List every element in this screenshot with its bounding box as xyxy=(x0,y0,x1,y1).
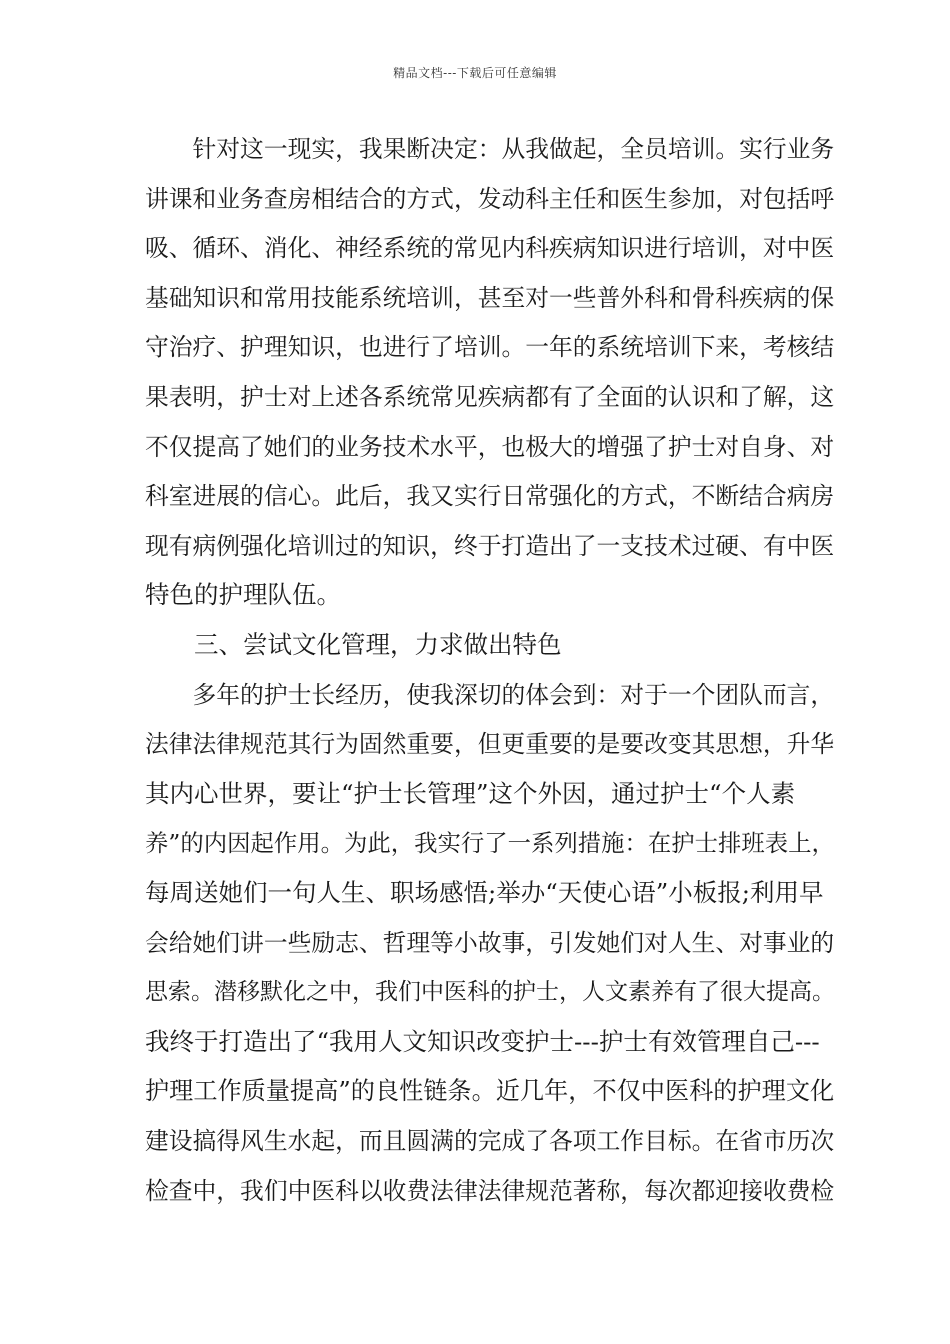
text-line: 其内心世界，要让“护士长管理”这个外因，通过护士“个人素 xyxy=(145,778,796,808)
text-line: 讲课和业务查房相结合的方式，发动科主任和医生参加，对包括呼 xyxy=(145,184,835,213)
text-line: 多年的护士长经历，使我深切的体会到：对于一个团队而言， xyxy=(145,680,835,709)
text-line: 守治疗、护理知识，也进行了培训。一年的系统培训下来，考核结 xyxy=(145,333,835,362)
text-line: 三、尝试文化管理，力求做出特色 xyxy=(145,630,562,659)
text-line: 针对这一现实，我果断决定：从我做起，全员培训。实行业务 xyxy=(145,135,835,163)
text-line: 特色的护理队伍。 xyxy=(145,580,341,610)
text-line: 建设搞得风生水起，而且圆满的完成了各项工作目标。在省市历次 xyxy=(145,1127,835,1155)
text-line: 我终于打造出了“我用人文知识改变护士---护士有效管理自己--- xyxy=(145,1026,820,1056)
text-line: 护理工作质量提高”的良性链条。近几年，不仅中医科的护理文化 xyxy=(145,1077,835,1106)
text-line: 现有病例强化培训过的知识，终于打造出了一支技术过硬、有中医 xyxy=(145,531,835,560)
text-line: 法律法律规范其行为固然重要，但更重要的是要改变其思想，升华 xyxy=(145,730,835,759)
text-line: 果表明，护士对上述各系统常见疾病都有了全面的认识和了解，这 xyxy=(145,383,835,411)
text-line: 科室进展的信心。此后，我又实行日常强化的方式，不断结合病房 xyxy=(145,482,835,511)
text-line: 不仅提高了她们的业务技术水平，也极大的增强了护士对自身、对 xyxy=(145,432,835,461)
text-line: 会给她们讲一些励志、哲理等小故事，引发她们对人生、对事业的 xyxy=(145,928,835,957)
text-line: 基础知识和常用技能系统培训，甚至对一些普外科和骨科疾病的保 xyxy=(145,283,835,312)
text-line: 养”的内因起作用。为此，我实行了一系列措施：在护士排班表上， xyxy=(145,829,835,858)
text-line: 吸、循环、消化、神经系统的常见内科疾病知识进行培训，对中医 xyxy=(145,234,835,263)
text-line: 思索。潜移默化之中，我们中医科的护士，人文素养有了很大提高。 xyxy=(145,979,835,1006)
text-line: 每周送她们一句人生、职场感悟;举办“天使心语”小板报;利用早 xyxy=(145,878,824,907)
text-line: 检查中，我们中医科以收费法律法律规范著称，每次都迎接收费检 xyxy=(145,1176,835,1205)
page-header: 精品文档---下载后可任意编辑 xyxy=(393,66,557,80)
